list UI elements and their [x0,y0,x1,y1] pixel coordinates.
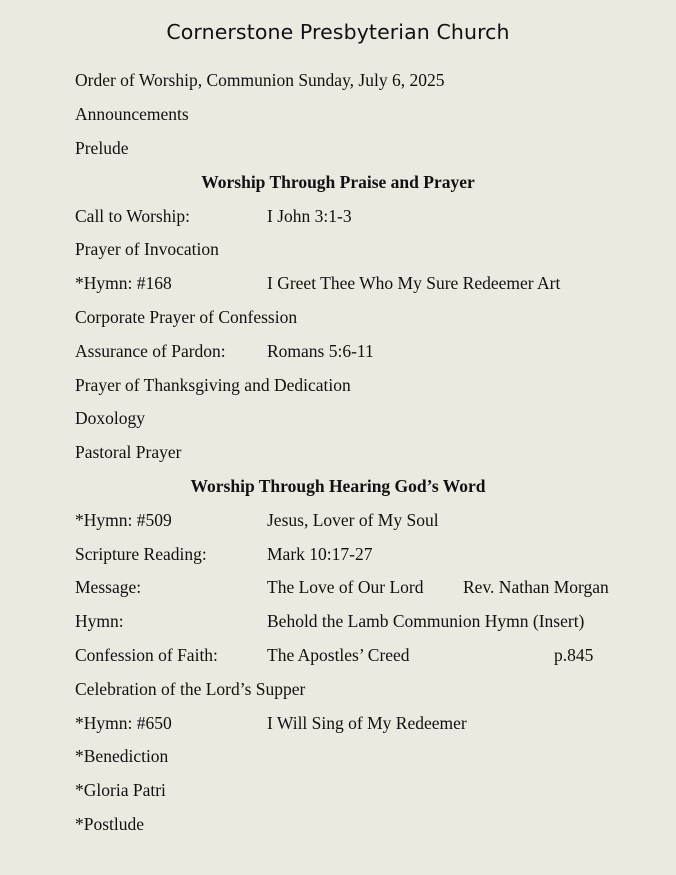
item-call-to-worship-detail: I John 3:1-3 [267,206,352,226]
item-confession-page: p.845 [554,645,594,665]
item-hymn-168-title: I Greet Thee Who My Sure Redeemer Art [267,273,561,293]
item-confession-of-faith: Confession of Faith: [75,645,218,665]
item-communion-hymn-title: Behold the Lamb Communion Hymn (Insert) [267,611,585,631]
item-confession-detail: The Apostles’ Creed [267,645,410,665]
item-communion-hymn: Hymn: [75,611,124,631]
item-assurance-detail: Romans 5:6-11 [267,341,374,361]
item-postlude: *Postlude [75,814,145,834]
item-call-to-worship: Call to Worship: [75,206,190,226]
item-hymn-650: *Hymn: #650 [75,713,172,733]
item-pastoral-prayer: Pastoral Prayer [75,442,182,462]
section-heading-praise-prayer: Worship Through Praise and Prayer [201,172,475,192]
section-heading-gods-word: Worship Through Hearing God’s Word [190,476,486,496]
item-scripture-reading: Scripture Reading: [75,544,207,564]
item-scripture-detail: Mark 10:17-27 [267,544,373,564]
order-of-worship-date: Order of Worship, Communion Sunday, July 6, 2025 [75,70,445,90]
item-message: Message: [75,577,142,597]
item-gloria-patri: *Gloria Patri [75,780,166,800]
item-hymn-509-title: Jesus, Lover of My Soul [267,510,439,530]
item-lords-supper: Celebration of the Lord’s Supper [75,679,306,699]
item-message-speaker: Rev. Nathan Morgan [463,577,609,597]
item-hymn-168: *Hymn: #168 [75,273,172,293]
item-doxology: Doxology [75,408,145,428]
item-announcements: Announcements [75,104,189,124]
church-title: Cornerstone Presbyterian Church [166,20,510,44]
item-hymn-509: *Hymn: #509 [75,510,172,530]
item-corporate-prayer: Corporate Prayer of Confession [75,307,298,327]
item-prayer-of-invocation: Prayer of Invocation [75,239,219,259]
item-message-title: The Love of Our Lord [267,577,424,597]
item-hymn-650-title: I Will Sing of My Redeemer [267,713,467,733]
item-assurance-of-pardon: Assurance of Pardon: [75,341,226,361]
item-benediction: *Benediction [75,746,169,766]
item-prelude: Prelude [75,138,129,158]
item-prayer-thanksgiving: Prayer of Thanksgiving and Dedication [75,375,351,395]
